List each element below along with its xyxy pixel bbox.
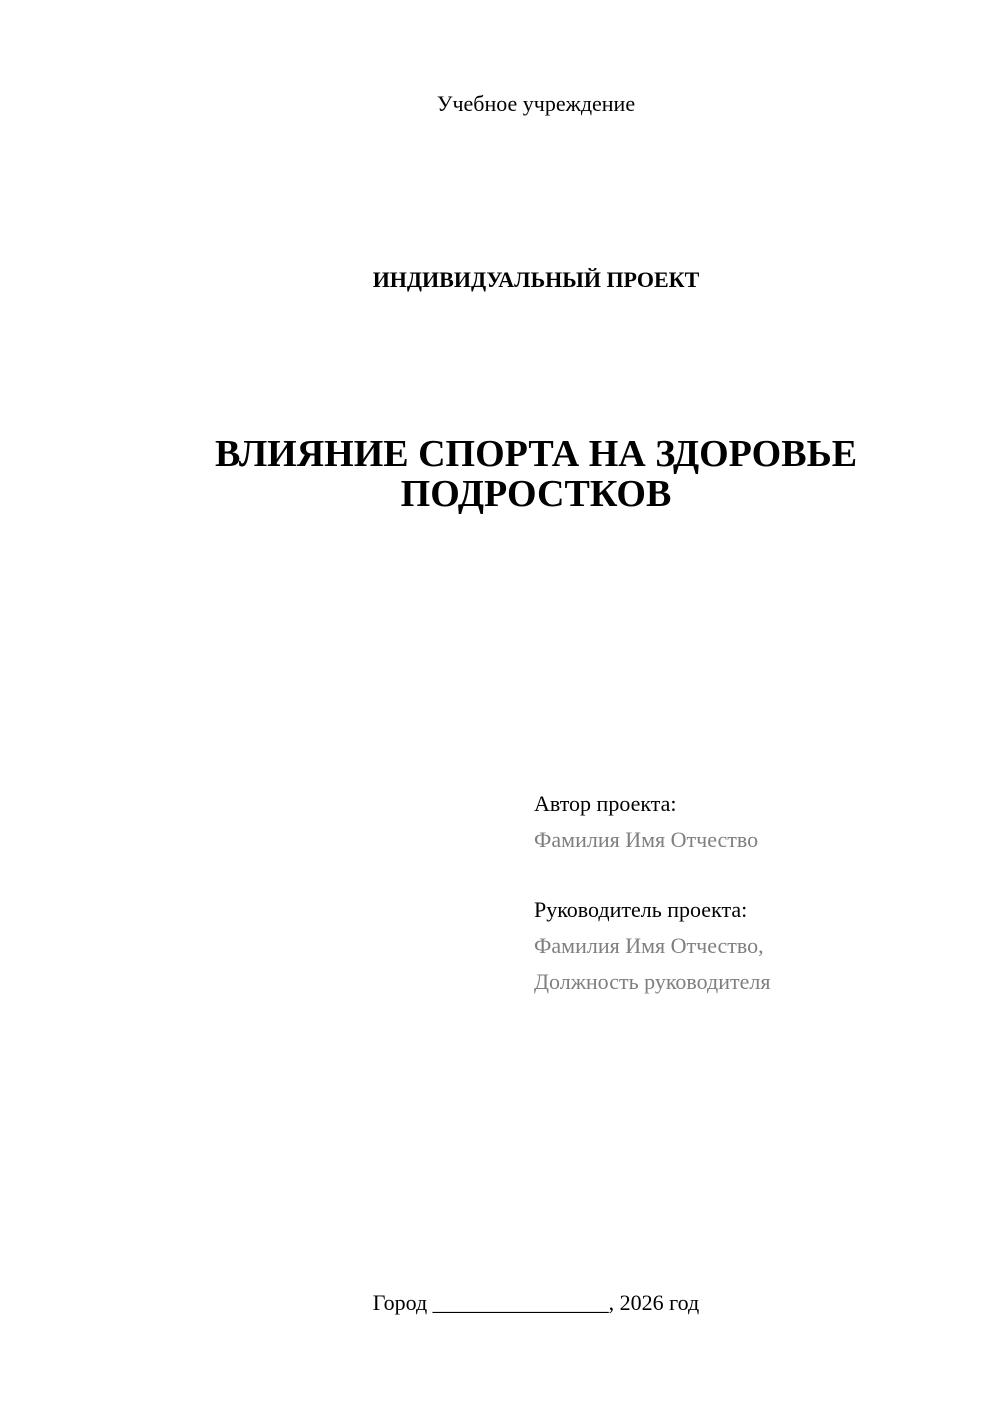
supervisor-label: Руководитель проекта: [534,897,748,922]
project-title-line-1: ВЛИЯНИЕ СПОРТА НА ЗДОРОВЬЕ [214,433,858,475]
author-label: Автор проекта: [534,791,677,816]
project-title [100,434,972,514]
supervisor-position: Должность руководителя [534,969,771,994]
project-credits [534,786,974,1000]
project-title-line-2: ПОДРОСТКОВ [400,473,672,515]
project-type-heading: ИНДИВИДУАЛЬНЫЙ ПРОЕКТ [372,267,700,292]
institution-name: Учебное учреждение [436,91,636,116]
author-name: Фамилия Имя Отчество [534,827,759,852]
supervisor-name: Фамилия Имя Отчество, [534,933,764,958]
city-year-line: Город ________________, 2026 год [372,1290,700,1315]
credits-spacer [534,858,974,892]
